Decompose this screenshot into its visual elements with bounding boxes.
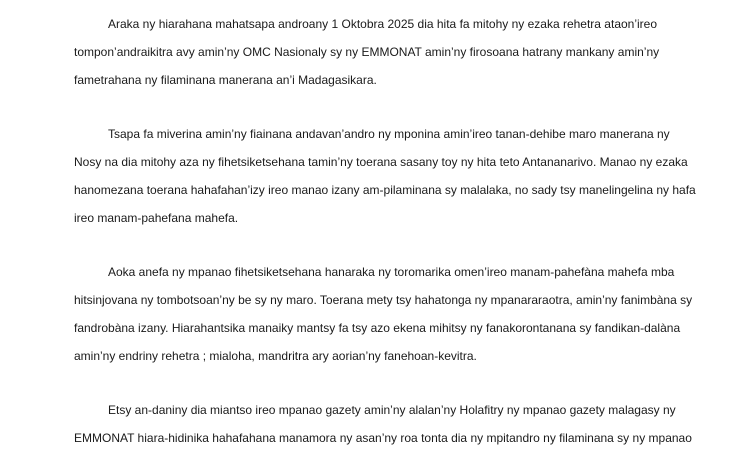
paragraph-3	[74, 258, 714, 370]
document-body	[74, 0, 714, 452]
paragraph-line: amin’ny endriny rehetra ; mialoha, mandritra ary aorian’ny fanehoan-kevitra.	[74, 349, 477, 363]
paragraph-line: EMMONAT hiara-hidinika hahafahana manamora ny asan’ny roa tonta dia ny mpitandro ny filaminana sy ny mpanao	[74, 431, 692, 445]
paragraph-line: fametrahana ny filaminana manerana an’i Madagasikara.	[74, 73, 377, 87]
paragraph-line: hitsinjovana ny tombotsoan’ny be sy ny maro. Toerana mety tsy hahatonga ny mpanararaotra, amin’ny fanimbàna sy	[74, 293, 693, 307]
paragraph-line: fandrobàna izany. Hiarahantsika manaiky mantsy fa tsy azo ekena mihitsy ny fanakorontanana sy fandikan-dalàna	[74, 321, 681, 335]
paragraph-1	[74, 10, 714, 94]
paragraph-line: Araka ny hiarahana mahatsapa androany 1 Oktobra 2025 dia hita fa mitohy ny ezaka rehetra ataon’ireo	[108, 17, 658, 31]
paragraph-4	[74, 396, 714, 452]
paragraph-line: Aoka anefa ny mpanao fihetsiketsehana hanaraka ny toromarika omen’ireo manam-pahefàna mahefa mba	[108, 265, 675, 279]
paragraph-line: Nosy na dia mitohy aza ny fihetsiketsehana tamin’ny toerana sasany toy ny hita teto Antananarivo. Manao ny ezaka	[74, 155, 688, 169]
paragraph-line: Etsy an-daniny dia miantso ireo mpanao gazety amin’ny alalan’ny Holafitry ny mpanao gazety malagasy ny	[108, 403, 676, 417]
paragraph-line: hanomezana toerana hahafahan’izy ireo manao izany am-pilaminana sy malalaka, no sady tsy manelingelina ny hafa	[74, 183, 696, 197]
paragraph-2	[74, 120, 714, 232]
paragraph-line: Tsapa fa miverina amin’ny fiainana andavan’andro ny mponina amin’ireo tanan-dehibe maro manerana ny	[108, 127, 670, 141]
paragraph-line: tompon’andraikitra avy amin’ny OMC Nasionaly sy ny EMMONAT amin’ny firosoana hatrany mankany amin’ny	[74, 45, 660, 59]
paragraph-line: ireo manam-pahefana mahefa.	[74, 211, 239, 225]
